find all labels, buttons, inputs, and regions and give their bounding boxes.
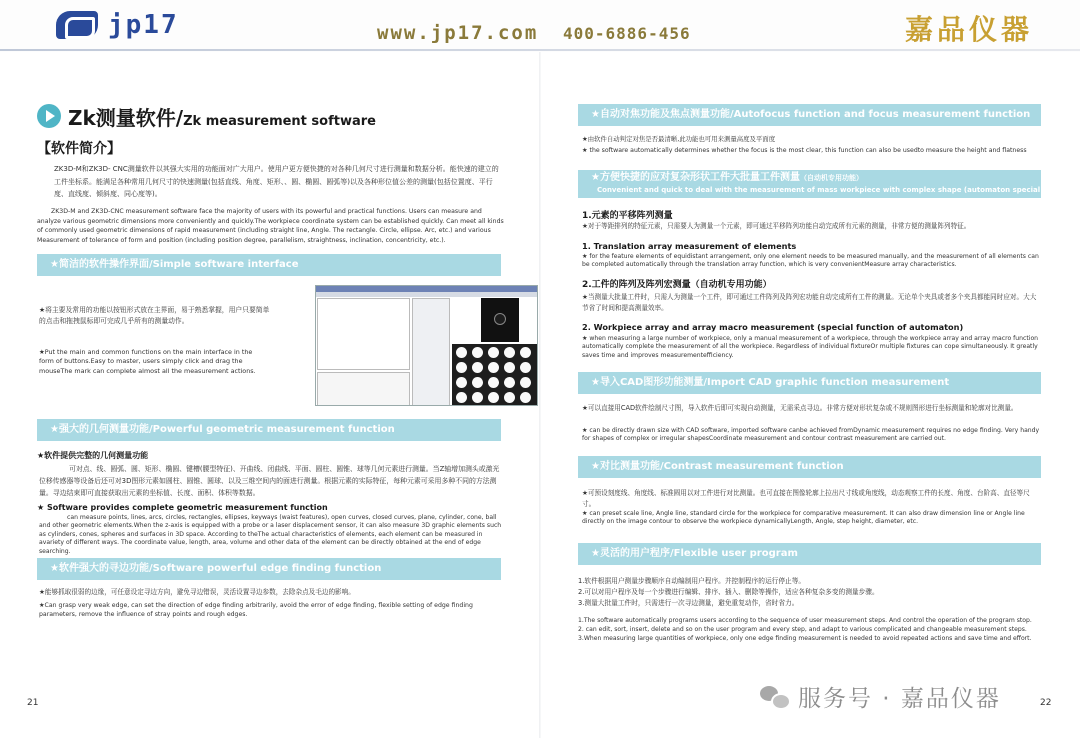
wechat-icon [760, 684, 790, 710]
hole [520, 377, 531, 388]
translation-array-desc-en: ★ for the feature elements of equidistant arrangement, only one element needs to be measured manually, and the measurement of all elements can be completed automatically through the translation array function, which is very convenientMeasure array characteristics. [582, 253, 1039, 269]
hole [488, 392, 499, 403]
play-arrow-icon [37, 104, 61, 128]
workpiece-array-heading-cn: 2.工件的阵列及阵列宏测量（自动机专用功能） [582, 280, 772, 290]
batch-bar-tag: （自动机专用功能） [799, 174, 863, 182]
autofocus-desc-en: ★ the software automatically determines whether the focus is the most clear, this function can also be usedto measure the height and flatness [582, 147, 1027, 154]
hole [504, 362, 515, 373]
workpiece-array-heading-en: 2. Workpiece array and array macro measurement (special function of automaton) [582, 322, 964, 332]
user-program-cn-3: 3.测量大批量工件时，只需进行一次寻边测量，避免重复动作，省时省力。 [578, 599, 799, 607]
hole [456, 377, 467, 388]
page-header [0, 0, 1080, 52]
hole [488, 347, 499, 358]
intro-heading: 【软件简介】 [37, 141, 121, 157]
page-title-en: Zk measurement software [183, 114, 376, 129]
screenshot-program-panel [317, 372, 410, 406]
batch-bar-title-cn: ★方便快捷的应对复杂形状工件大批量工件测量 [591, 172, 800, 183]
section-bar-contrast: ★对比测量功能/Contrast measurement function [578, 456, 1041, 478]
header-divider [0, 49, 1080, 51]
company-logo [56, 11, 179, 39]
hole [472, 392, 483, 403]
batch-bar-title-en: Convenient and quick to deal with the measurement of mass workpiece with complex shape (automaton special function) [597, 186, 1079, 194]
page-number-left: 21 [27, 698, 39, 708]
hole [520, 392, 531, 403]
screenshot-results-panel [317, 298, 410, 370]
geometric-paragraph-cn: 可对点、线、圆弧、圆、矩形、椭圆、键槽(腰型特征)、开曲线、闭曲线、平面、圆柱、圆锥、球等几何元素进行测量。当Z轴增加测头或激光位移传感器等设备后还可对3D图形元素如圆柱、圆锥、圆球、以及三维空间内的面进行测量。根据元素的实际特征，每种元素可采用多种不同的方法测量。寻边结束即可直接获取出元素的坐标值、长度、面积、体积等数据。 [39, 465, 500, 497]
hole [504, 377, 515, 388]
screenshot-tool-buttons [412, 298, 450, 406]
cad-import-desc-cn: ★可以直接用CAD软件绘制尺寸图，导入软件后即可实现自动测量，无需采点寻边。非常方便对形状复杂或不规则图形进行坐标测量和轮廓对比测量。 [582, 404, 1018, 412]
logo-text: jp17 [108, 10, 179, 40]
hole [472, 362, 483, 373]
cad-import-desc-en: ★ can be directly drawn size with CAD software, imported software canbe achieved fromDynamic measurement requires no edge finding. Very handy for shapes of complex or irregular shapesCoordinate measurement and contour contrast measurement are carried out. [582, 427, 1040, 443]
geometric-paragraph-en: can measure points, lines, arcs, circles, rectangles, ellipses, keyways (waist features), open curves, closed curves, plane, cylinder, cone, ball and other geometric elements.When the z-axis is equipped with a probe or a laser displacement sensor, it can also measure 3D graphic elements such as cylinders, cones, spheres and surfaces in 3D space. According to theThe actual characteristics of elements, each element can be measured in avariety of different ways. The coordinate value, length, area, volume and other data of the element can be directly obtained at the end of edge searching. [39, 514, 502, 555]
interface-desc-en: ★Put the main and common functions on the main interface in the form of buttons.Easy to master, users simply click and drag the mouseThe mark can complete almost all the measurement actions. [39, 348, 256, 375]
phone-number: 400-6886-456 [563, 24, 691, 43]
section-bar-edge-finding: ★软件强大的寻边功能/Software powerful edge finding function [37, 558, 501, 580]
user-program-cn-2: 2.可以对用户程序及每一个步骤进行编辑、排序、插入、删除等操作，适应各种复杂多变的测量步骤。 [578, 588, 879, 596]
brand-name: 嘉品仪器 [905, 13, 1034, 46]
user-program-en-3: 3.When measuring large quantities of workpiece, only one edge finding measurement is needed to avoid repeated actions and save time and effort. [578, 635, 1032, 642]
contrast-desc-cn: ★可预设刻度线、角度线、标准圆用以对工件进行对比测量。也可直接在图像轮廓上拉出尺寸线或角度线，动态观察工件的长度、角度、台阶高、直径等尺寸。 [582, 489, 1030, 508]
screenshot-camera-view [481, 298, 519, 342]
section-bar-geometric: ★强大的几何测量功能/Powerful geometric measurement function [37, 419, 501, 441]
translation-array-heading-cn: 1.元素的平移阵列测量 [582, 211, 673, 221]
workpiece-array-desc-en: ★ when measuring a large number of workpiece, only a manual measurement of a workpiece, through the workpiece array and array macro function automatically complete the measurement of all the workpiece. Regardless of individual fixtureOr multiple fixtures can cope simultaneously. It greatly saves time and improves measurementefficiency. [582, 335, 1039, 359]
page-number-right: 22 [1040, 698, 1052, 708]
hole [504, 347, 515, 358]
translation-array-desc-cn: ★对于等距排列的特征元素，只需要人为测量一个元素，即可通过平移阵列功能自动完成所有元素的测量，非常方便的测量阵列特征。 [582, 222, 971, 230]
geometric-subheading-en: ★ Software provides complete geometric measurement function [37, 503, 328, 512]
section-bar-batch [578, 170, 1079, 198]
hole [456, 392, 467, 403]
geometric-subheading-cn: ★软件提供完整的几何测量功能 [37, 451, 149, 460]
screenshot-hole-array-view [452, 344, 538, 406]
user-program-en-1: 1.The software automatically programs users according to the sequence of user measurement steps. And control the operation of the program stop. [578, 617, 1032, 624]
translation-array-heading-en: 1. Translation array measurement of elements [582, 241, 797, 251]
hole [472, 347, 483, 358]
page-title-cn: Zk测量软件/ [68, 106, 184, 130]
edge-finding-desc-en: ★Can grasp very weak edge, can set the direction of edge finding arbitrarily, avoid the error of edge finding, flexible setting of edge finding parameters, remove the influence of stray points and rough edges. [39, 602, 473, 618]
interface-desc-cn: ★将主要及常用的功能以按钮形式放在主界面，易于熟悉掌握，用户只要简单的点击和拖拽鼠标即可完成几乎所有的测量动作。 [39, 306, 270, 325]
watermark-text: 服务号 · 嘉品仪器 [798, 686, 1001, 712]
hole [520, 362, 531, 373]
website-url: www.jp17.com [377, 22, 539, 44]
hole [488, 377, 499, 388]
section-bar-interface: ★简洁的软件操作界面/Simple software interface [37, 254, 501, 276]
section-bar-cad-import: ★导入CAD图形功能测量/Import CAD graphic function measurement [578, 372, 1041, 394]
intro-paragraph-en: ZK3D-M and ZK3D-CNC measurement software face the majority of users with its powerful and practical functions. Users can measure and analyze various geometric dimensions more conveniently and quickly.The workpiece coordinate system can be established quickly. Can meet all kinds of commonly used geometric dimensions of rapid measurement (including straight line, Angle. The rectangle. Circle, ellipse. Arc, etc.) and various Measurement of tolerance of form and position (including position degree, parallelism, straightness, inclination, concentricity, etc.). [37, 208, 504, 244]
hole [472, 377, 483, 388]
hole [520, 347, 531, 358]
contrast-desc-en: ★ can preset scale line, Angle line, standard circle for the workpiece for comparative measurement. It can also draw dimension line or Angle line directly on the image contour to observe the workpiece dynamicallyLength, Angle, step height, diameter, etc. [582, 510, 1025, 526]
autofocus-desc-cn: ★由软件自动判定对焦是否最清晰,此功能也可用来测量高度及平面度 [582, 135, 776, 143]
intro-paragraph-cn: ZK3D-M和ZK3D- CNC测量软件以其强大实用的功能面对广大用户。使用户更方便快捷的对各种几何尺寸进行测量和数据分析。能快速的建立的工件坐标系。能满足各种常用几何尺寸的快速测量(包括直线、角度、矩形、、圆、椭圆、圆弧等)以及各种形位值公差的测量(包括位置度、平行度、直线度、倾斜度、同心度等)。 [54, 165, 499, 198]
workpiece-array-desc-cn: ★当测量大批量工件时，只需人为测量一个工件，即可通过工件阵列及阵列宏功能自动完成所有工件的测量。无论单个夹具或者多个夹具都能同时应对。大大节省了时间和提高测量效率。 [582, 293, 1037, 312]
user-program-en-2: 2. can edit, sort, insert, delete and so on the user program and every step, and adapt to various complicated and changeable measurement steps. [578, 626, 1027, 633]
edge-finding-desc-cn: ★能够抓取很弱的边缘，可任意设定寻边方向，避免寻边错误，灵活设置寻边参数，去除杂点及毛边的影响。 [39, 588, 355, 596]
section-bar-autofocus: ★自动对焦功能及焦点测量功能/Autofocus function and focus measurement function [578, 104, 1041, 126]
screenshot-target-circle [494, 313, 506, 325]
user-program-cn-1: 1.软件根据用户测量步骤顺序自动编制用户程序。并控制程序的运行停止等。 [578, 577, 806, 585]
software-screenshot [315, 285, 538, 406]
hole [456, 362, 467, 373]
hole [504, 392, 515, 403]
screenshot-toolbar [316, 292, 537, 297]
hole [456, 347, 467, 358]
logo-mark-icon [56, 11, 98, 39]
hole [488, 362, 499, 373]
page-spine-divider [539, 52, 541, 738]
watermark [760, 680, 1001, 713]
page-title [68, 102, 376, 131]
section-bar-user-program: ★灵活的用户程序/Flexible user program [578, 543, 1041, 565]
